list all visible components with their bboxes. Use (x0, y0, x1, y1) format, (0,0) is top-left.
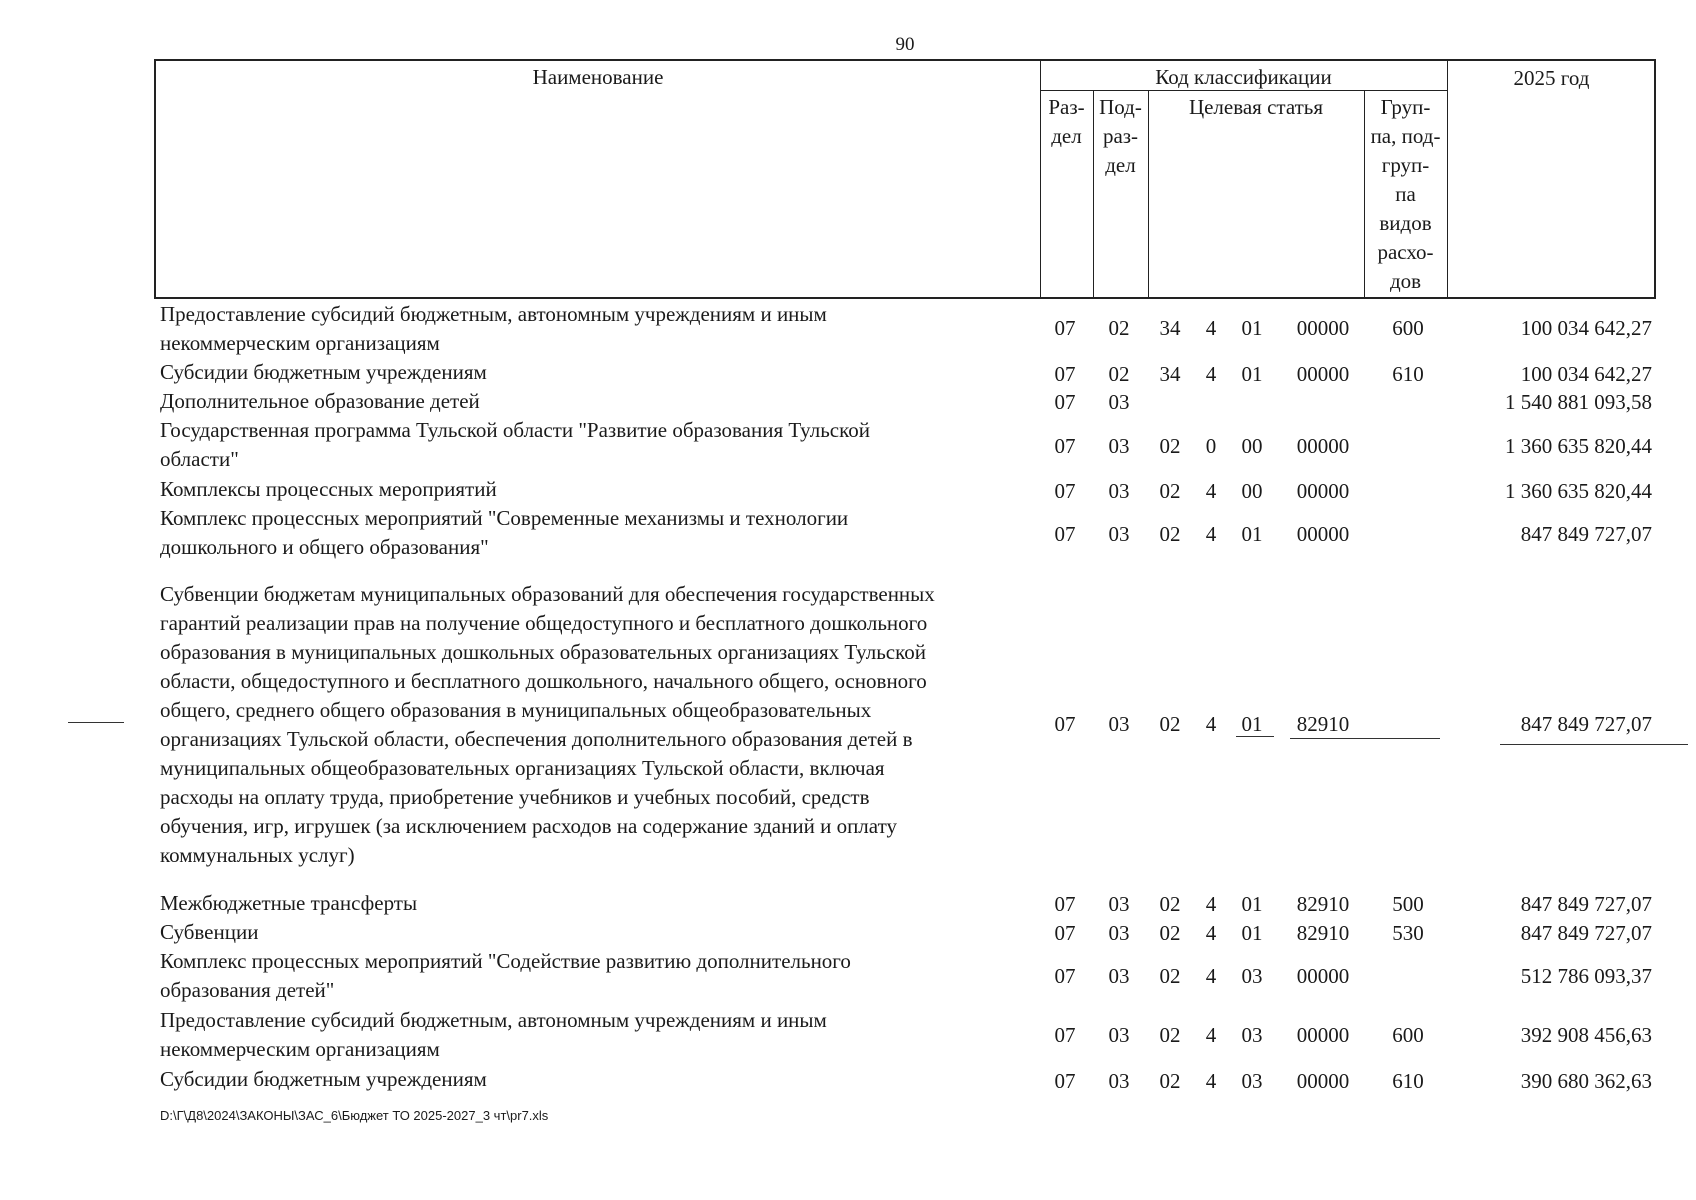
row-sum: 1 540 881 093,58 (1505, 390, 1652, 414)
row-target-program: 02 (1159, 921, 1181, 945)
row-target-direction: 00000 (1296, 434, 1350, 458)
row-target-type: 4 (1205, 1069, 1217, 1093)
row-target-direction: 00000 (1296, 362, 1350, 386)
row-target-program: 02 (1159, 479, 1181, 503)
row-name: Комплекс процессных мероприятий "Содействие развитию дополнительного образования детей" (160, 949, 851, 1002)
row-sum: 100 034 642,27 (1520, 362, 1652, 386)
row-target-event: 03 (1241, 964, 1263, 988)
row-subsection: 03 (1108, 921, 1130, 945)
row-target-direction: 82910 (1296, 892, 1350, 916)
row-target-program: 02 (1159, 434, 1181, 458)
row-target-program: 34 (1159, 316, 1181, 340)
row-target-direction: 00000 (1296, 964, 1350, 988)
row-subsection: 03 (1108, 964, 1130, 988)
row-target-program: 02 (1159, 1069, 1181, 1093)
table-row (0, 580, 1696, 872)
row-target-type: 4 (1205, 316, 1217, 340)
row-target-direction: 00000 (1296, 479, 1350, 503)
row-section: 07 (1054, 390, 1076, 414)
row-subsection: 03 (1108, 712, 1130, 736)
row-subsection: 03 (1108, 390, 1130, 414)
table-row (0, 358, 1696, 387)
row-target-event: 03 (1241, 1069, 1263, 1093)
row-subsection: 03 (1108, 522, 1130, 546)
row-target-direction: 00000 (1296, 1069, 1350, 1093)
row-section: 07 (1054, 522, 1076, 546)
table-row (0, 387, 1696, 416)
row-target-type: 4 (1205, 479, 1217, 503)
row-expense-group: 610 (1392, 362, 1424, 386)
row-target-program: 02 (1159, 522, 1181, 546)
row-sum: 512 786 093,37 (1520, 964, 1652, 988)
header-name: Наименование (532, 65, 664, 89)
table-row (0, 416, 1696, 474)
file-path-footer: D:\Г\Д8\2024\ЗАКОНЫ\ЗАС_6\Бюджет ТО 2025-2027_3 чт\pr7.xls (160, 1108, 549, 1123)
row-target-type: 4 (1205, 892, 1217, 916)
row-sum: 847 849 727,07 (1520, 522, 1652, 546)
margin-line-mark (68, 722, 124, 723)
row-target-type: 0 (1205, 434, 1217, 458)
row-target-program: 02 (1159, 964, 1181, 988)
row-target-event: 00 (1241, 434, 1263, 458)
header-code: Код классификации (1155, 65, 1332, 89)
row-sum: 100 034 642,27 (1520, 316, 1652, 340)
row-target-direction: 00000 (1296, 1023, 1350, 1047)
row-sum: 390 680 362,63 (1520, 1069, 1652, 1093)
row-section: 07 (1054, 479, 1076, 503)
table-row (0, 300, 1696, 358)
row-expense-group: 530 (1392, 921, 1424, 945)
row-name: Субсидии бюджетным учреждениям (160, 360, 487, 384)
row-expense-group: 500 (1392, 892, 1424, 916)
row-section: 07 (1054, 362, 1076, 386)
row-target-direction: 00000 (1296, 522, 1350, 546)
row-target-event: 01 (1241, 522, 1263, 546)
table-row (0, 1006, 1696, 1064)
row-subsection: 03 (1108, 1069, 1130, 1093)
row-name: Субсидии бюджетным учреждениям (160, 1067, 487, 1091)
row-sum: 1 360 635 820,44 (1505, 434, 1652, 458)
header-year: 2025 год (1513, 66, 1590, 90)
underline-mark (1236, 736, 1274, 737)
row-expense-group: 610 (1392, 1069, 1424, 1093)
row-target-program: 02 (1159, 712, 1181, 736)
row-section: 07 (1054, 1069, 1076, 1093)
table-row (0, 475, 1696, 504)
header-subsection: Под- раз- дел (1099, 95, 1142, 177)
row-target-event: 03 (1241, 1023, 1263, 1047)
row-target-event: 01 (1241, 712, 1263, 736)
row-section: 07 (1054, 316, 1076, 340)
row-target-direction: 82910 (1296, 921, 1350, 945)
table-row (0, 947, 1696, 1005)
row-subsection: 03 (1108, 1023, 1130, 1047)
row-name: Комплекс процессных мероприятий "Современные механизмы и технологии дошкольного и общего образования" (160, 506, 849, 559)
row-target-type: 4 (1205, 522, 1217, 546)
row-name: Предоставление субсидий бюджетным, автономным учреждениям и иным некоммерческим организациям (160, 302, 827, 355)
header-group: Груп- па, под- груп- па видов расхо- дов (1370, 95, 1441, 293)
row-name: Комплексы процессных мероприятий (160, 477, 497, 501)
row-sum: 847 849 727,07 (1520, 712, 1652, 736)
row-target-event: 01 (1241, 362, 1263, 386)
row-target-event: 01 (1241, 316, 1263, 340)
row-target-event: 01 (1241, 921, 1263, 945)
row-subsection: 03 (1108, 479, 1130, 503)
row-target-event: 00 (1241, 479, 1263, 503)
row-name: Межбюджетные трансферты (160, 891, 418, 915)
page-number: 90 (895, 34, 915, 55)
row-section: 07 (1054, 1023, 1076, 1047)
row-name: Государственная программа Тульской области "Развитие образования Тульской области" (160, 418, 870, 471)
row-target-type: 4 (1205, 362, 1217, 386)
table-row (0, 889, 1696, 918)
row-subsection: 03 (1108, 434, 1130, 458)
row-target-type: 4 (1205, 1023, 1217, 1047)
row-name: Субвенции (160, 920, 259, 944)
row-section: 07 (1054, 712, 1076, 736)
table-row (0, 918, 1696, 947)
row-expense-group: 600 (1392, 316, 1424, 340)
row-sum: 847 849 727,07 (1520, 921, 1652, 945)
row-subsection: 03 (1108, 892, 1130, 916)
row-name: Предоставление субсидий бюджетным, автономным учреждениям и иным некоммерческим организациям (160, 1008, 827, 1061)
row-sum: 392 908 456,63 (1520, 1023, 1652, 1047)
row-section: 07 (1054, 892, 1076, 916)
row-subsection: 02 (1108, 362, 1130, 386)
row-section: 07 (1054, 921, 1076, 945)
row-target-event: 01 (1241, 892, 1263, 916)
underline-mark (1290, 738, 1440, 739)
row-target-program: 34 (1159, 362, 1181, 386)
underline-mark (1500, 744, 1688, 745)
row-target-program: 02 (1159, 892, 1181, 916)
row-name: Дополнительное образование детей (160, 389, 480, 413)
row-section: 07 (1054, 434, 1076, 458)
row-target-type: 4 (1205, 921, 1217, 945)
row-target-direction: 82910 (1296, 712, 1350, 736)
row-expense-group: 600 (1392, 1023, 1424, 1047)
header-section: Раз- дел (1048, 95, 1085, 148)
row-sum: 847 849 727,07 (1520, 892, 1652, 916)
row-subsection: 02 (1108, 316, 1130, 340)
table-header (154, 59, 1656, 299)
row-target-type: 4 (1205, 712, 1217, 736)
row-sum: 1 360 635 820,44 (1505, 479, 1652, 503)
row-section: 07 (1054, 964, 1076, 988)
row-name: Субвенции бюджетам муниципальных образований для обеспечения государственных гарантий реализации прав на получение общедоступного и бесплатного дошкольного образования в муниципальных дошкольных образовательных организациях Тульской области, общедоступного и бесплатного дошкольного, начального общего, основного общего, среднего общего образования в муниципальных общеобразовательных организациях Тульской области, обеспечения дополнительного образования детей в муниципальных общеобразовательных организациях Тульской области, включая расходы на оплату труда, приобретение учебников и учебных пособий, средств обучения, игр, игрушек (за исключением расходов на содержание зданий и оплату коммунальных услуг) (160, 582, 935, 867)
table-row (0, 504, 1696, 562)
table-row (0, 1065, 1696, 1094)
header-target: Целевая статья (1188, 95, 1324, 119)
row-target-program: 02 (1159, 1023, 1181, 1047)
row-target-type: 4 (1205, 964, 1217, 988)
row-target-direction: 00000 (1296, 316, 1350, 340)
